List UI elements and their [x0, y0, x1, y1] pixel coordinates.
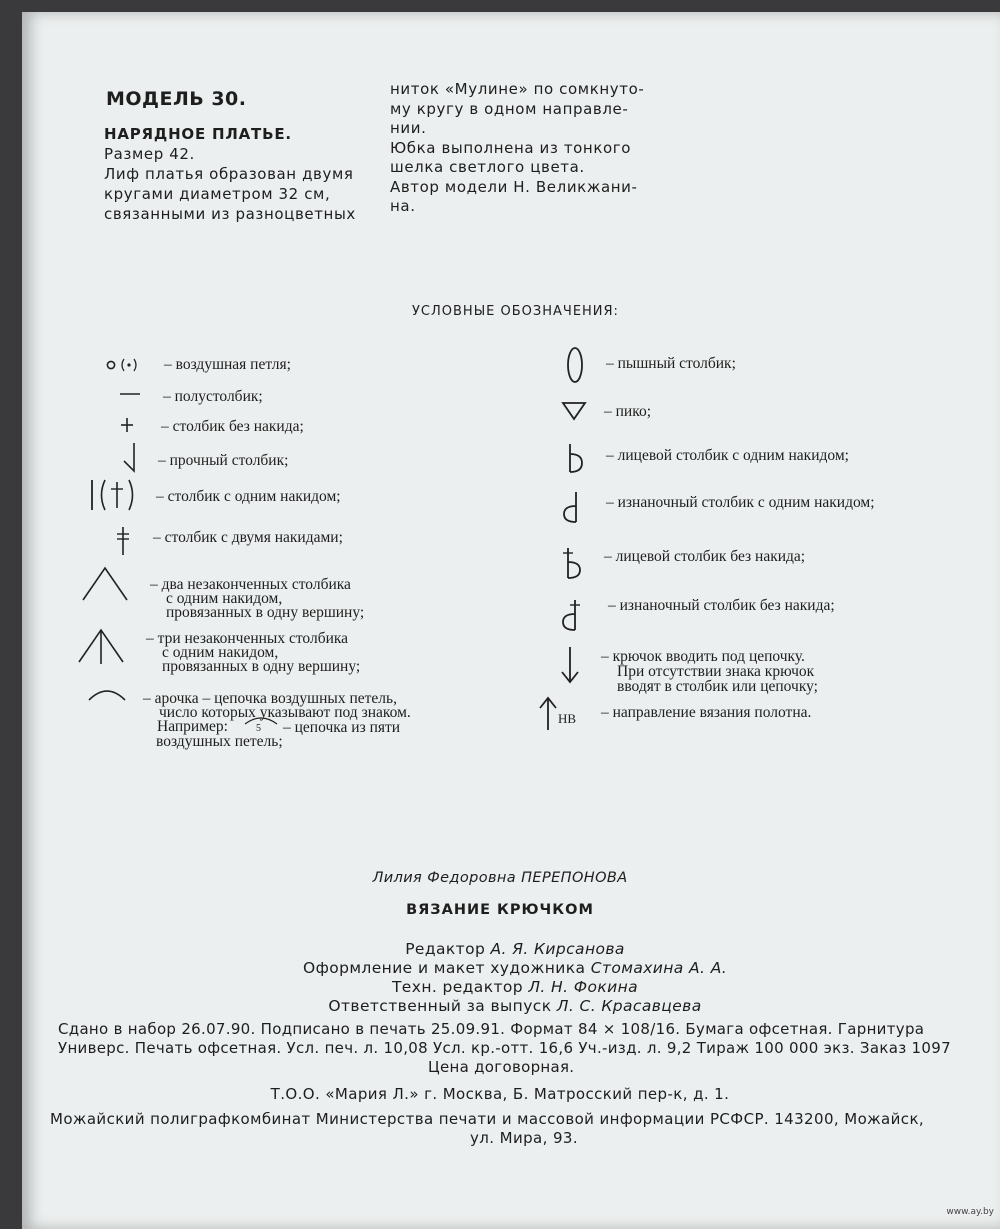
- front-post-sc-icon: [556, 544, 586, 584]
- legend-right-1: – пышный столбик;: [606, 355, 736, 372]
- legend-right-5: – лицевой столбик без накида;: [604, 548, 806, 565]
- col1-line: связанными из разноцветных: [104, 205, 356, 223]
- watermark: www.ay.by: [946, 1207, 994, 1217]
- legend-left-8a: – три незаконченных столбика: [146, 630, 349, 647]
- legend-right-6: – изнаночный столбик без накида;: [608, 597, 835, 614]
- credit-editor: [0, 940, 1000, 959]
- legend-right-8: – направление вязания полотна.: [601, 704, 812, 721]
- legend-left-3: – столбик без накида;: [161, 418, 304, 435]
- credit-label: Редактор: [405, 940, 486, 958]
- single-crochet-icon: [112, 414, 142, 436]
- model-description-col2: [390, 80, 660, 217]
- plant-line: Можайский полиграфкомбинат Министерства печати и массовой информации РСФСР. 143200, Можайск,: [50, 1110, 925, 1128]
- pub-line: Сдано в набор 26.07.90. Подписано в печать 25.09.91. Формат 84 × 108/16. Бумага офсетная. Гарнитура: [58, 1020, 925, 1038]
- double-crochet-icon: [86, 476, 148, 516]
- credit-label: Оформление и макет художника: [302, 959, 586, 977]
- author-name: Лилия Федоровна ПЕРЕПОНОВА: [372, 870, 628, 886]
- credit-value: А. Я. Кирсанова: [490, 940, 625, 958]
- legend-right-3: – лицевой столбик с одним накидом;: [606, 447, 849, 464]
- col2-line: му кругу в одном направле-: [390, 99, 629, 118]
- plant-line: ул. Мира, 93.: [470, 1129, 578, 1147]
- legend-title: УСЛОВНЫЕ ОБОЗНАЧЕНИЯ:: [412, 304, 619, 319]
- credits: [0, 940, 1000, 1016]
- legend-right-7a: – крючок вводить под цепочку.: [601, 648, 805, 665]
- arrow-down-icon: [556, 644, 584, 686]
- pub-line: Универс. Печать офсетная. Усл. печ. л. 10,08 Усл. кр.-отт. 16,6 Уч.-изд. л. 9,2 Тираж 100 000 экз. Заказ 1097: [58, 1039, 951, 1057]
- model-title: МОДЕЛЬ 30.: [106, 88, 247, 110]
- legend-left-4: – прочный столбик;: [158, 452, 289, 469]
- legend-left-9e: воздушных петель;: [156, 733, 283, 750]
- col2-line: шелка светлого цвета.: [390, 158, 585, 176]
- legend-left-9a: – арочка – цепочка воздушных петель,: [143, 690, 397, 707]
- two-stitches-together-icon: [78, 562, 134, 606]
- printing-plant: [50, 1110, 980, 1148]
- model-description-col1: [104, 124, 372, 224]
- dress-size: Размер 42.: [104, 145, 195, 163]
- legend-right-2: – пико;: [604, 403, 652, 420]
- credit-value: Л. Н. Фокина: [528, 978, 639, 996]
- slip-stitch-icon: [112, 386, 152, 402]
- chain-stitch-icon: [100, 354, 160, 376]
- legend-left-1: – воздушная петля;: [164, 356, 291, 373]
- credit-design: [0, 959, 1000, 978]
- col1-line: кругами диаметром 32 см,: [104, 185, 331, 203]
- picot-icon: [558, 398, 590, 424]
- credit-tech: [0, 978, 1000, 997]
- legend-right-7c: вводят в столбик или цепочку;: [617, 678, 818, 695]
- col2-line: нии.: [390, 119, 427, 137]
- front-post-dc-icon: [558, 440, 588, 478]
- legend-left-6: – столбик с двумя накидами;: [153, 529, 343, 546]
- legend-left-9b: число которых указывают под знаком.: [159, 704, 411, 721]
- legend-left-8c: провязанных в одну вершину;: [162, 658, 361, 675]
- back-post-sc-icon: [556, 596, 586, 636]
- puff-stitch-icon: [560, 344, 590, 386]
- col1-line: Лиф платья образован двумя: [104, 165, 354, 183]
- credit-label: Ответственный за выпуск: [328, 997, 552, 1015]
- pub-line: Цена договорная.: [428, 1058, 575, 1076]
- legend-left-7a: – два незаконченных столбика: [150, 576, 351, 593]
- arrow-up-icon: [536, 694, 560, 734]
- publication-details: [58, 1020, 978, 1077]
- direction-symbol-label: НВ: [558, 711, 577, 726]
- legend-right-4: – изнаночный столбик с одним накидом;: [606, 494, 875, 511]
- col2-line: Автор модели Н. Великжани-: [390, 177, 638, 196]
- dress-title: НАРЯДНОЕ ПЛАТЬЕ.: [104, 125, 292, 143]
- three-stitches-together-icon: [74, 624, 128, 668]
- legend-left-9d: – цепочка из пяти: [283, 719, 401, 736]
- legend-left-2: – полустолбик;: [163, 388, 263, 405]
- credit-value: Стомахина А. А.: [590, 959, 728, 977]
- firm-stitch-icon: [114, 441, 144, 475]
- credit-value: Л. С. Красавцева: [556, 997, 702, 1015]
- publisher-address: Т.О.О. «Мария Л.» г. Москва, Б. Матросский пер-к, д. 1.: [270, 1085, 730, 1103]
- legend-left-8b: с одним накидом,: [162, 644, 279, 661]
- col2-line: ниток «Мулине» по сомкнуто-: [390, 80, 645, 98]
- back-post-dc-icon: [558, 488, 588, 528]
- arch-example-number: 5: [256, 723, 261, 734]
- legend-left-5: – столбик с одним накидом;: [156, 488, 341, 505]
- legend-left-7c: провязанных в одну вершину;: [166, 604, 365, 621]
- col2-line: на.: [390, 197, 416, 215]
- legend-left-7b: с одним накидом,: [166, 590, 283, 607]
- arch-icon: [84, 684, 130, 706]
- book-title: ВЯЗАНИЕ КРЮЧКОМ: [406, 902, 594, 918]
- credit-label: Техн. редактор: [391, 978, 524, 996]
- credit-responsible: [0, 997, 1000, 1016]
- treble-crochet-icon: [110, 524, 136, 558]
- col2-line: Юбка выполнена из тонкого: [390, 138, 632, 157]
- legend-right-7b: При отсутствии знака крючок: [617, 663, 815, 680]
- legend-left-9c: Например:: [157, 718, 228, 735]
